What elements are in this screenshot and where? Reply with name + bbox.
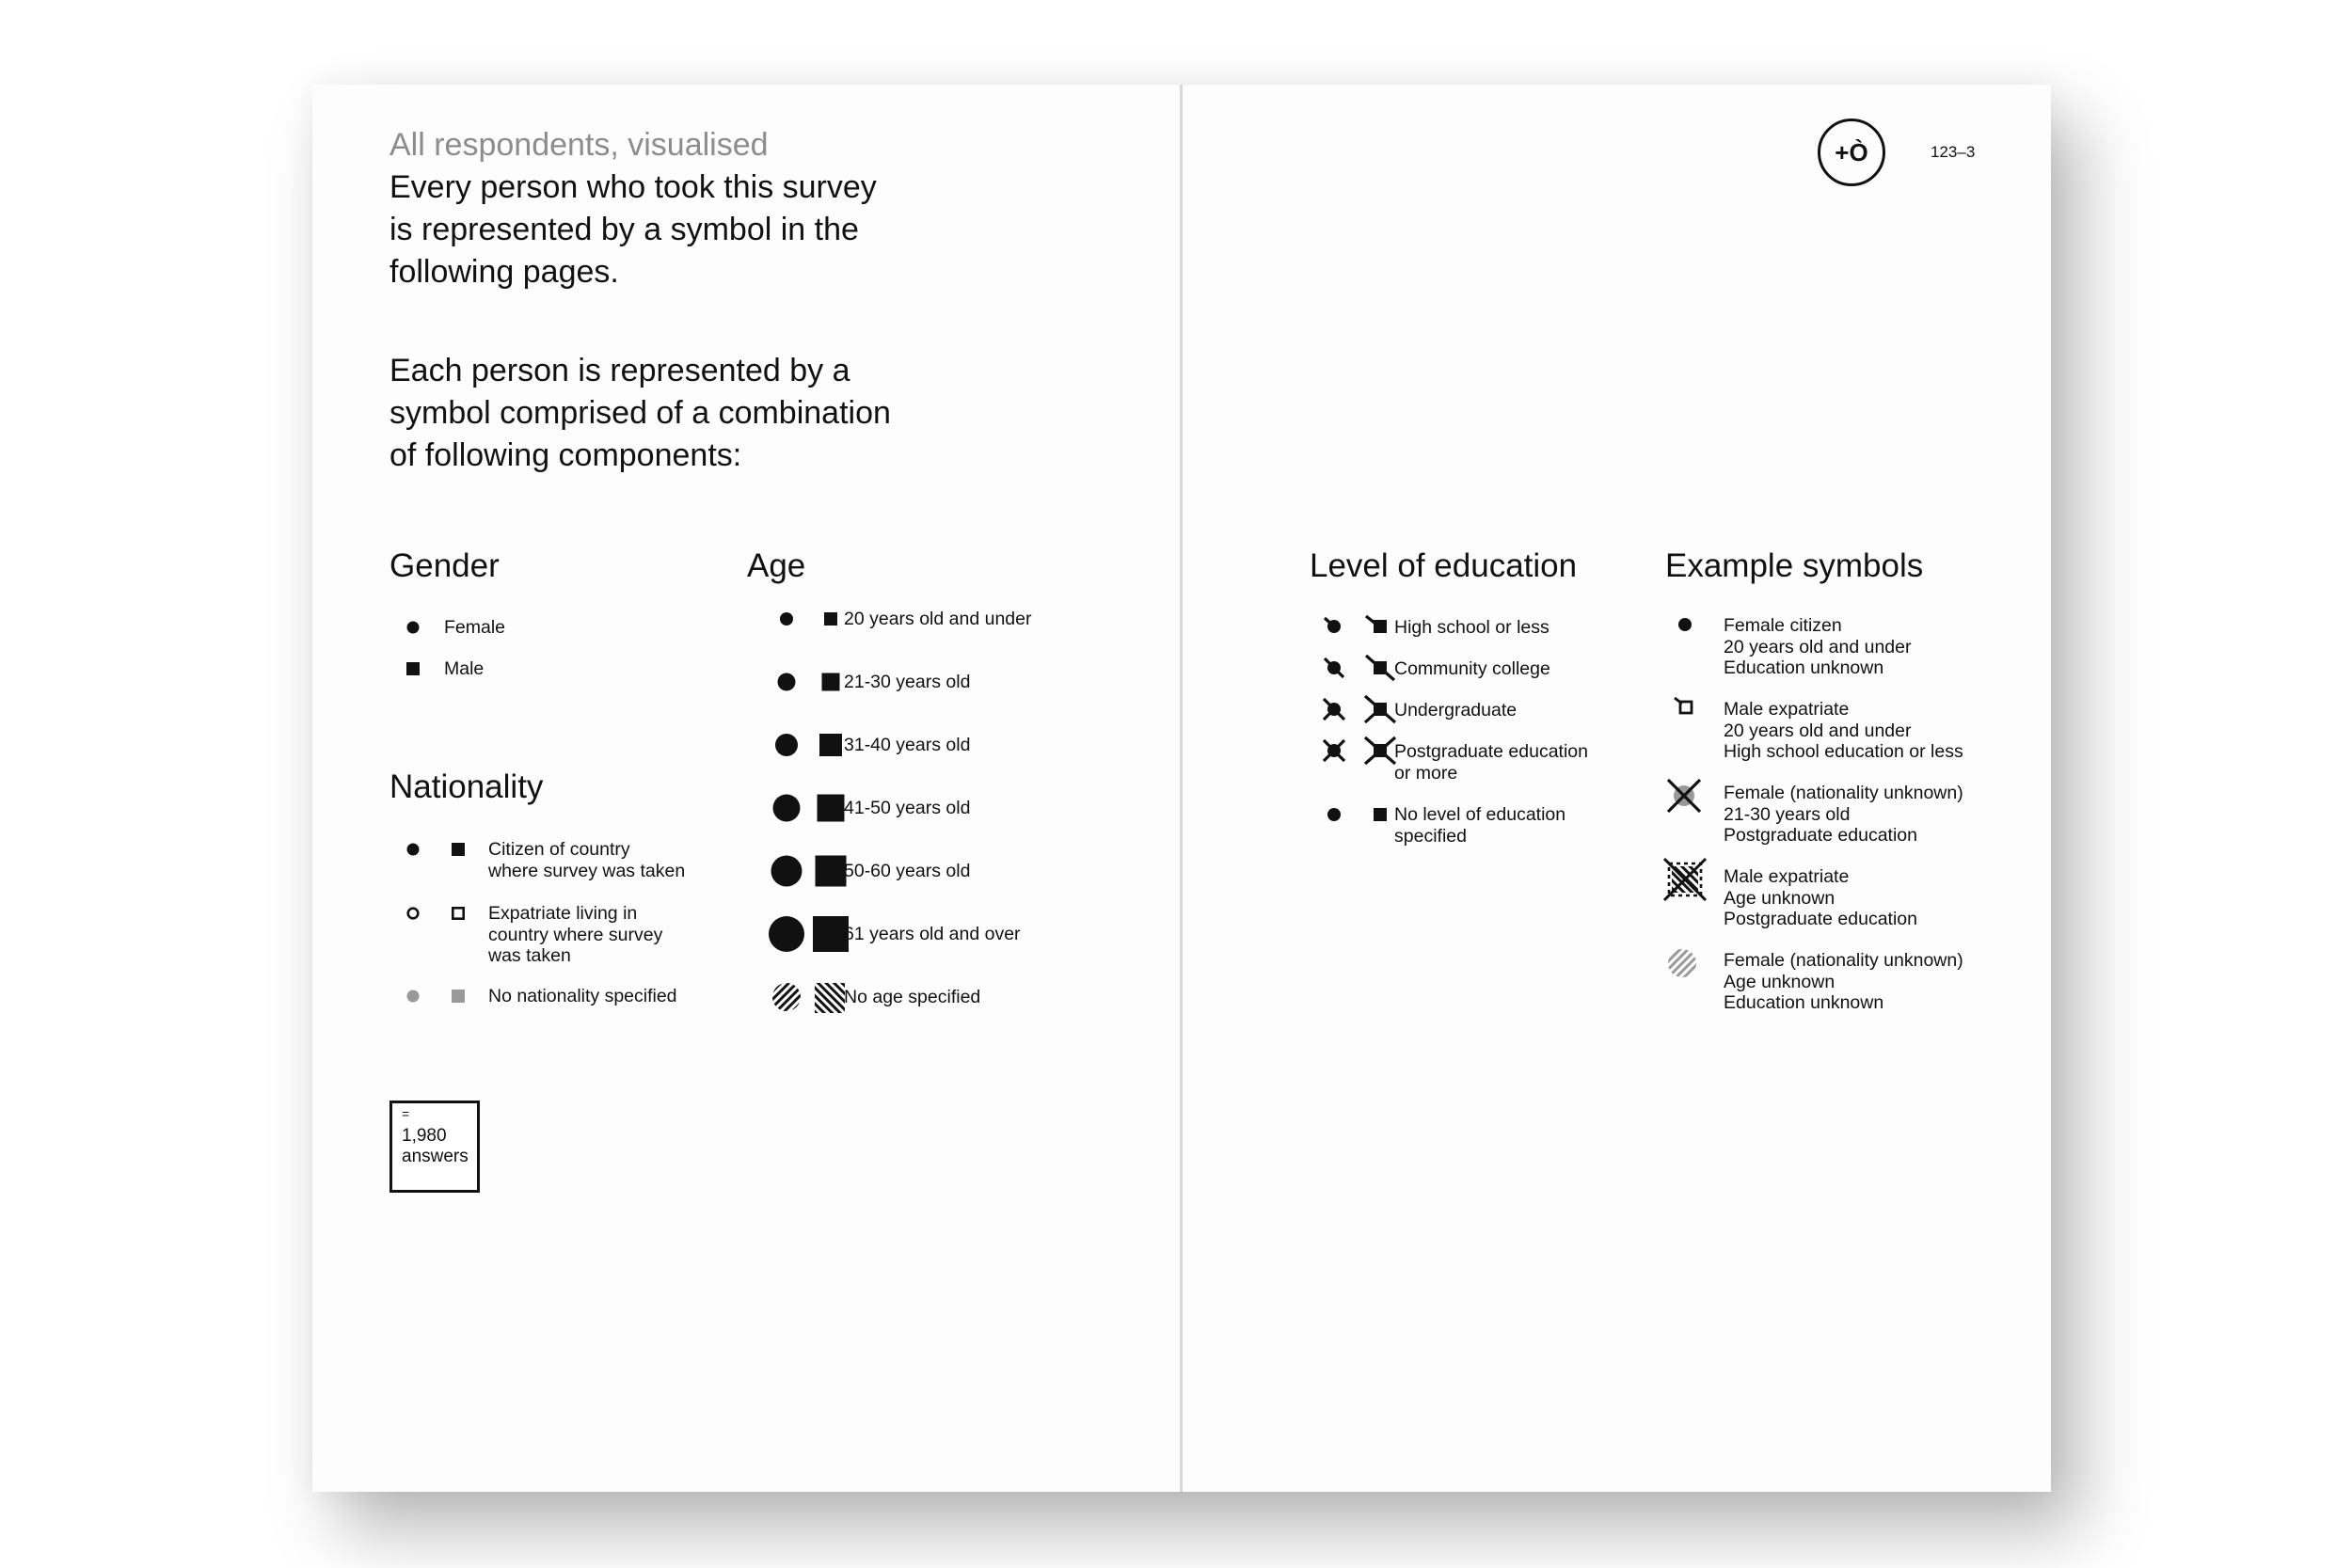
age-size-6-icons	[770, 913, 837, 960]
gender-female-label: Female	[444, 617, 506, 638]
answers-count-text	[402, 1126, 469, 1167]
answers-count-box	[389, 1101, 480, 1193]
example-2-line-1: Male expatriate	[1724, 699, 1850, 720]
age-heading: Age	[747, 547, 806, 584]
example-1-line-3: Education unknown	[1724, 657, 1884, 678]
education-unspecified-line-1: No level of education	[1394, 804, 1566, 825]
example-4-line-2: Age unknown	[1724, 887, 1836, 909]
age-size-3-icons	[770, 724, 837, 771]
nationality-citizen-line-1: Citizen of country	[488, 839, 630, 860]
example-3-line-1: Female (nationality unknown)	[1724, 783, 1963, 803]
age-size-4-icons	[770, 787, 837, 834]
example-item-4	[1724, 866, 1917, 930]
intro-subtitle: All respondents, visualised	[389, 127, 769, 163]
example-item-3	[1724, 783, 1963, 847]
example-item-2	[1724, 699, 1963, 763]
education-item-unspecified	[1394, 804, 1565, 847]
nationality-item-unspecified: No nationality specified	[488, 986, 677, 1006]
outline-square-icon	[452, 907, 465, 920]
example-male-expatriate-icon	[1671, 698, 1699, 726]
example-male-expatriate-hatched-icon	[1663, 858, 1707, 901]
example-1-line-1: Female citizen	[1724, 615, 1842, 636]
example-item-5	[1724, 950, 1963, 1014]
example-5-line-3: Education unknown	[1724, 992, 1884, 1013]
education-item-community-college: Community college	[1394, 658, 1550, 679]
age-size-5-icons	[770, 850, 837, 897]
intro-body-line-2: symbol comprised of a combination	[389, 395, 891, 431]
example-4-line-3: Postgraduate education	[1724, 909, 1917, 929]
filled-circle-icon	[406, 843, 420, 856]
education-postgraduate-line-1: Postgraduate education	[1394, 741, 1588, 762]
logo: +Ò	[1818, 119, 1885, 186]
intro-lead-line-3: following pages.	[389, 254, 619, 290]
intro-block	[389, 124, 877, 293]
education-postgraduate-line-2: or more	[1394, 762, 1458, 784]
example-5-line-2: Age unknown	[1724, 971, 1836, 992]
education-item-undergraduate: Undergraduate	[1394, 700, 1518, 721]
age-label-4: 41-50 years old	[844, 798, 971, 818]
intro-body	[389, 350, 891, 477]
intro-lead-line-1: Every person who took this survey	[389, 169, 877, 205]
example-female-unknown-nationality-icon	[1665, 777, 1703, 815]
page-number: 123–3	[1931, 143, 1976, 161]
circle-icon	[406, 621, 420, 634]
grey-square-icon	[452, 990, 465, 1003]
answers-equals: =	[402, 1106, 410, 1121]
nationality-heading: Nationality	[389, 768, 544, 805]
education-item-high-school: High school or less	[1394, 617, 1549, 638]
gender-heading: Gender	[389, 547, 500, 584]
nationality-citizen-line-2: where survey was taken	[488, 860, 686, 881]
square-icon	[406, 662, 420, 675]
example-2-line-2: 20 years old and under	[1724, 720, 1912, 741]
example-5-line-1: Female (nationality unknown)	[1724, 950, 1963, 971]
page-gutter	[1180, 85, 1183, 1492]
example-3-line-3: Postgraduate education	[1724, 825, 1917, 846]
example-2-line-3: High school education or less	[1724, 741, 1963, 762]
age-label-2: 21-30 years old	[844, 672, 971, 692]
education-item-postgraduate	[1394, 741, 1588, 784]
example-3-line-2: 21-30 years old	[1724, 803, 1851, 825]
outline-circle-icon	[406, 907, 420, 920]
example-4-line-1: Male expatriate	[1724, 866, 1850, 887]
nationality-expatriate-line-3: was taken	[488, 945, 571, 966]
answers-count: 1,980	[402, 1126, 447, 1146]
book-spread	[312, 85, 2051, 1492]
age-size-1-icons	[770, 598, 837, 645]
intro-body-line-1: Each person is represented by a	[389, 353, 850, 388]
no-education-symbol-icons	[1319, 803, 1394, 830]
nationality-item-expatriate	[488, 903, 662, 967]
age-label-5: 50-60 years old	[844, 861, 971, 881]
age-label-unspecified: No age specified	[844, 987, 981, 1007]
postgraduate-symbol-icons	[1319, 739, 1394, 766]
age-label-6: 61 years old and over	[844, 924, 1021, 944]
example-item-1	[1724, 615, 1911, 679]
undergraduate-symbol-icons	[1319, 698, 1394, 724]
age-size-2-icons	[770, 661, 837, 708]
example-female-citizen-icon	[1671, 615, 1699, 643]
nationality-expatriate-line-2: country where survey	[488, 924, 663, 945]
intro-body-line-3: of following components:	[389, 437, 742, 473]
nationality-item-citizen	[488, 839, 685, 881]
answers-label: answers	[402, 1147, 469, 1166]
nationality-expatriate-line-1: Expatriate living in	[488, 903, 638, 924]
high-school-symbol-icons	[1319, 615, 1394, 641]
age-label-3: 31-40 years old	[844, 735, 971, 755]
age-label-1: 20 years old and under	[844, 609, 1032, 629]
community-college-symbol-icons	[1319, 657, 1394, 683]
grey-circle-icon	[406, 990, 420, 1003]
education-unspecified-line-2: specified	[1394, 825, 1467, 847]
gender-male-label: Male	[444, 658, 485, 679]
example-1-line-2: 20 years old and under	[1724, 636, 1912, 657]
intro-lead-line-2: is represented by a symbol in the	[389, 212, 859, 247]
example-female-grey-hatched-icon	[1665, 946, 1699, 980]
education-heading: Level of education	[1310, 547, 1578, 584]
filled-square-icon	[452, 843, 465, 856]
examples-heading: Example symbols	[1665, 547, 1924, 584]
